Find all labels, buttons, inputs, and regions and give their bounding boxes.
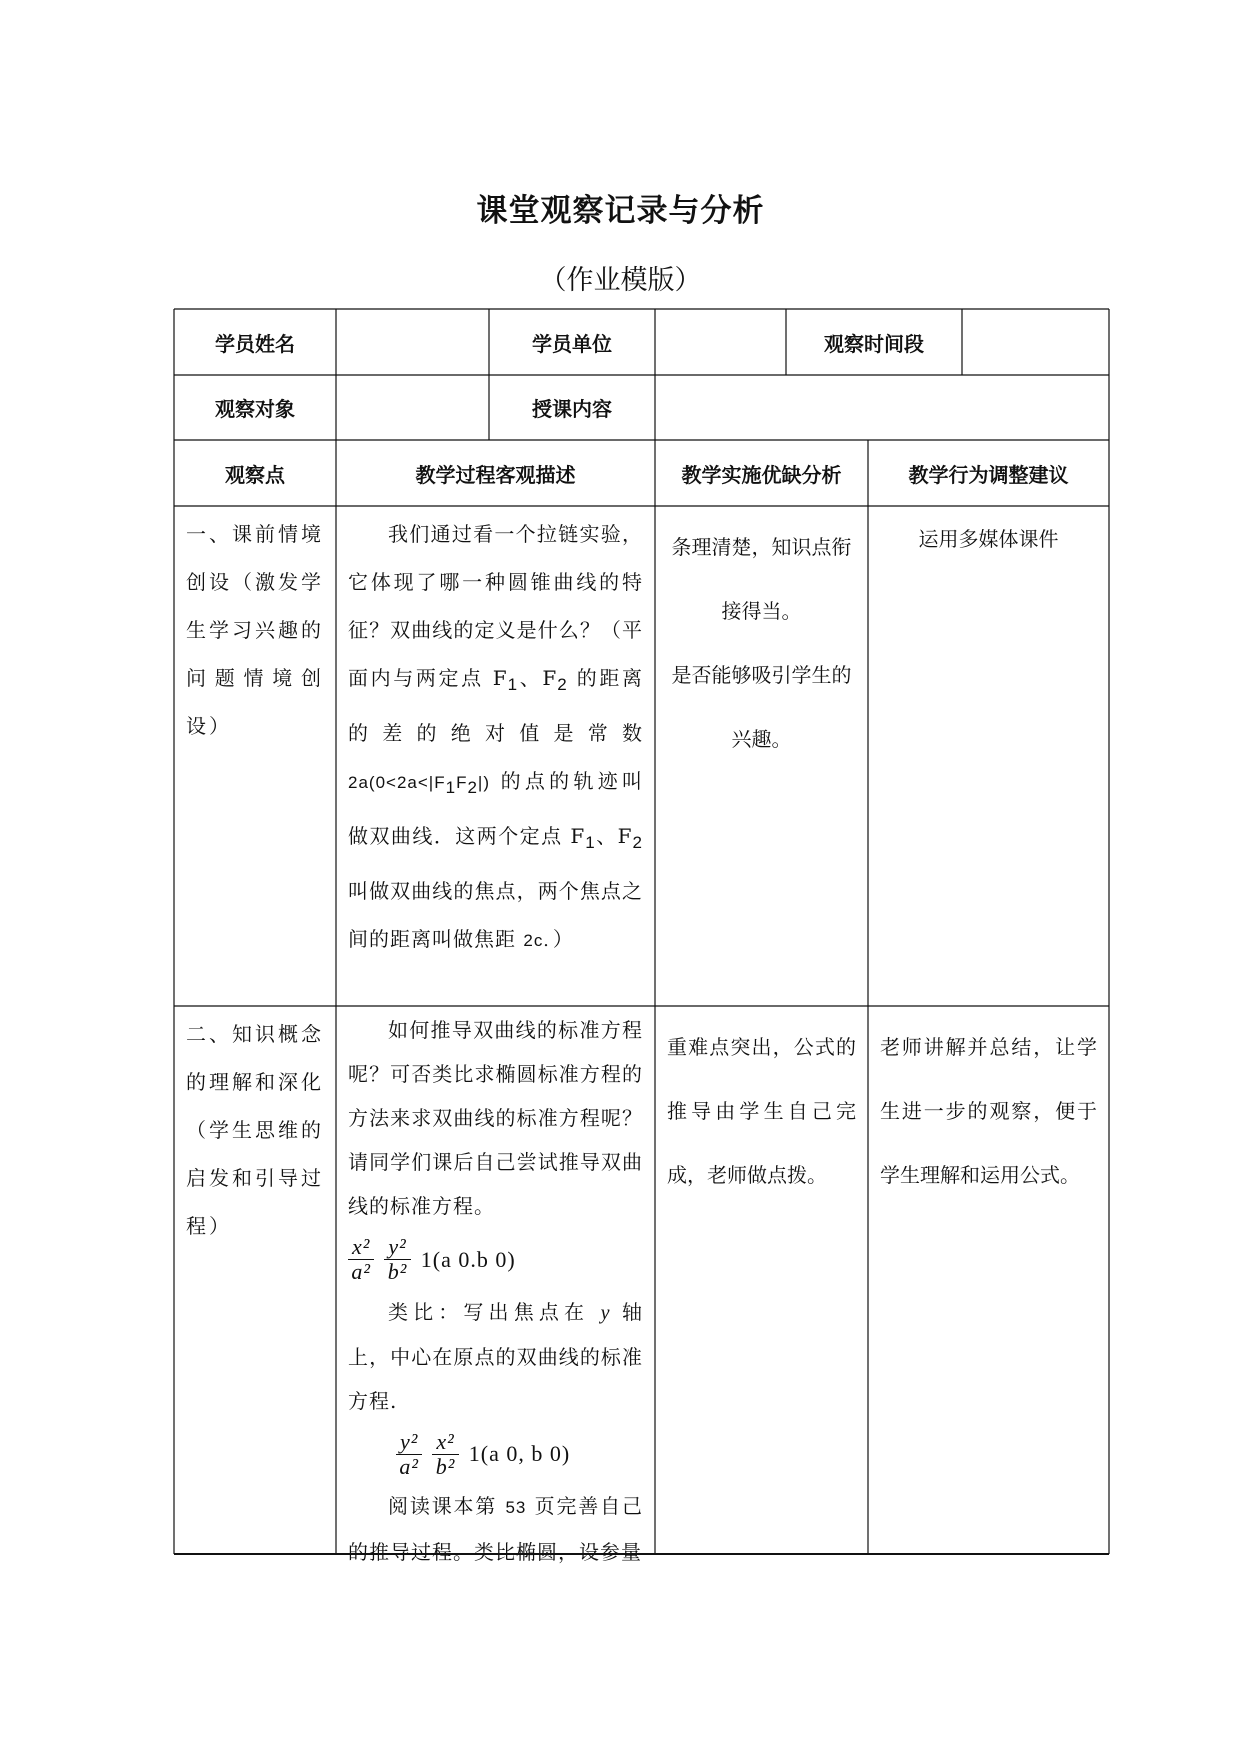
row1-process-k: ） xyxy=(552,927,574,951)
row1-process-g: 的点的轨迹叫做双曲线．这两个定点 F xyxy=(348,769,643,848)
lesson-content-label: 授课内容 xyxy=(532,397,612,421)
row2-suggestion-text: 老师讲解并总结，让学生进一步的观察，便于学生理解和运用公式。 xyxy=(880,1035,1097,1187)
subscript: 2 xyxy=(557,675,568,694)
row1-analysis-1: 条理清楚，知识点衔接得当。 xyxy=(671,535,852,623)
row1-process-description xyxy=(336,510,655,1000)
fraction-denominator: b² xyxy=(435,1453,456,1479)
observation-object-label: 观察对象 xyxy=(215,397,295,421)
row1-process-h: 、F xyxy=(595,824,633,848)
row1-process-j: 2c． xyxy=(523,931,553,950)
student-name-label: 学员姓名 xyxy=(215,331,295,356)
formula-condition: 1(a 0.b 0) xyxy=(420,1246,516,1272)
page-subtitle: （作业模版） xyxy=(539,265,702,296)
subscript: 1 xyxy=(507,675,519,694)
row1-process-c: 的距离的差的绝对值是常数 xyxy=(348,666,643,745)
row2-process-p3 xyxy=(348,1484,643,1574)
fraction-denominator: b² xyxy=(387,1259,408,1284)
fraction-denominator: a² xyxy=(351,1259,371,1284)
row2-process-p3c: 页完善自己的推导过程。类比椭圆，设参量 xyxy=(348,1494,644,1564)
col-header-analysis: 教学实施优缺分析 xyxy=(681,462,842,487)
formula-y-axis xyxy=(348,1423,643,1485)
row2-process-p2c: 轴上，中心在原点的双曲线的标准方程. xyxy=(348,1299,643,1413)
fraction-numerator: x² xyxy=(348,1235,374,1260)
row1-process-a: 我们通过看一个拉链实验，它体现了哪一种圆锥曲线的特征？双曲线的定义是什么？（平面内与两定点 F xyxy=(348,522,643,690)
hyperbola-formula-y xyxy=(396,1424,570,1484)
observation-time-value[interactable] xyxy=(962,309,1109,375)
fraction xyxy=(396,1430,422,1479)
row2-process-p2 xyxy=(348,1290,643,1423)
observation-time-label: 观察时间段 xyxy=(824,331,924,356)
row2-suggestion xyxy=(868,1015,1109,1550)
row1-process-d: 2a(0<2a<|F xyxy=(348,773,446,792)
fraction xyxy=(432,1430,458,1479)
row2-point-text: 二、知识概念的理解和深化（学生思维的启发和引导过程） xyxy=(186,1022,324,1238)
row2-observation-point xyxy=(174,1010,336,1550)
row1-observation-point xyxy=(174,510,336,1000)
subscript: 1 xyxy=(445,778,457,797)
page-title: 课堂观察记录与分析 xyxy=(476,193,765,229)
row2-process-p3a: 阅读课本第 xyxy=(388,1494,506,1518)
subscript: 2 xyxy=(632,833,643,852)
row1-process-i: 叫做双曲线的焦点，两个焦点之间的距离叫做焦距 xyxy=(348,879,643,951)
fraction-numerator: y² xyxy=(396,1430,422,1455)
row2-process-description xyxy=(336,1008,655,1564)
row1-process-text xyxy=(348,510,643,965)
row2-analysis-text: 重难点突出，公式的推导由学生自己完成，老师做点拨。 xyxy=(667,1035,856,1187)
fraction xyxy=(384,1235,410,1284)
row1-point-text: 一、课前情境创设（激发学生学习兴趣的问题情境创设） xyxy=(186,522,324,738)
fraction-numerator: y² xyxy=(384,1235,410,1260)
col-header-point: 观察点 xyxy=(225,462,285,487)
col-header-process: 教学过程客观描述 xyxy=(415,462,576,487)
fraction-numerator: x² xyxy=(432,1430,458,1455)
lesson-content-value[interactable] xyxy=(655,375,1109,440)
row2-process-p2b: y xyxy=(600,1301,611,1324)
student-name-value[interactable] xyxy=(336,309,489,375)
row1-suggestion xyxy=(868,515,1109,1000)
row2-analysis xyxy=(655,1015,868,1550)
formula-condition: 1(a 0, b 0) xyxy=(468,1441,571,1466)
observation-object-value[interactable] xyxy=(336,375,489,440)
row1-suggestion-text: 运用多媒体课件 xyxy=(918,527,1059,551)
row1-process-e: F xyxy=(456,773,468,792)
fraction-denominator: a² xyxy=(399,1453,419,1479)
subscript: 2 xyxy=(467,778,478,797)
formula-x-axis xyxy=(348,1228,643,1290)
col-header-suggestion: 教学行为调整建议 xyxy=(908,462,1069,487)
row1-analysis xyxy=(655,515,868,1000)
student-unit-value[interactable] xyxy=(655,309,786,375)
row2-process-p2a: 类比：写出焦点在 xyxy=(388,1299,601,1324)
row2-process-p1: 如何推导双曲线的标准方程呢？可否类比求椭圆标准方程的方法来求双曲线的标准方程呢？请同学们课后自己尝试推导双曲线的标准方程。 xyxy=(348,1018,643,1218)
row1-process-f: |) xyxy=(477,773,490,792)
fraction xyxy=(348,1235,374,1284)
row2-process-p3b: 53 xyxy=(505,1498,527,1517)
row1-analysis-2: 是否能够吸引学生的兴趣。 xyxy=(671,663,852,751)
hyperbola-formula-x xyxy=(348,1230,516,1290)
row1-process-b: 、F xyxy=(518,666,558,690)
student-unit-label: 学员单位 xyxy=(532,331,612,356)
subscript: 1 xyxy=(585,833,596,852)
